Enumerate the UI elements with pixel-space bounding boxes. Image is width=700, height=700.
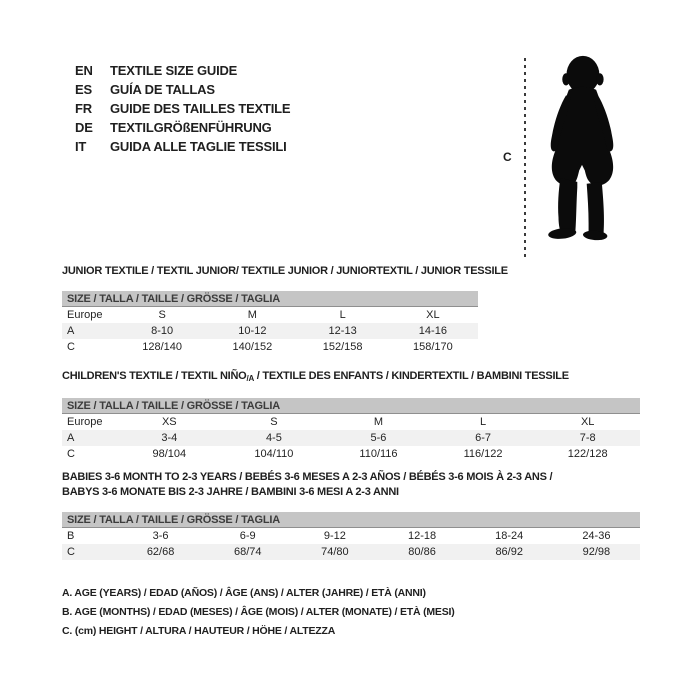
cell: 3-6 [152, 530, 169, 542]
title-subscript: /A [246, 374, 254, 383]
cell: 8-10 [117, 323, 207, 339]
cell: 80/86 [378, 544, 465, 560]
baby-silhouette-icon [535, 52, 629, 259]
row-label: A [62, 430, 117, 446]
babies-table-title-line1: BABIES 3-6 MONTH TO 2-3 YEARS / BEBÉS 3-6 MESES A 2-3 AÑOS / BÉBÉS 3-6 MOIS À 2-3 ANS / [62, 471, 553, 483]
table-row-europe [62, 307, 478, 324]
babies-table-title-line2: BABYS 3-6 MONATE BIS 2-3 JAHRE / BAMBINI 3-6 MESI A 2-3 ANNI [62, 486, 399, 498]
cell: 12-13 [298, 323, 388, 339]
size-header-row [62, 512, 640, 528]
language-code: FR [75, 101, 92, 116]
cell: 110/116 [359, 448, 398, 460]
cell: XL [426, 309, 440, 321]
babies-table-section [62, 470, 640, 560]
legend [62, 584, 455, 641]
height-figure [500, 50, 665, 270]
cell: 158/170 [412, 341, 453, 353]
cell: 14-16 [388, 323, 478, 339]
language-code: ES [75, 82, 92, 97]
cell: 116/122 [463, 448, 503, 460]
language-row-it [75, 137, 290, 156]
language-label: GUIDA ALLE TAGLIE TESSILI [110, 139, 287, 154]
language-label: TEXTILGRÖßENFÜHRUNG [110, 120, 272, 135]
table-row-height [62, 339, 478, 355]
cell: 24-36 [582, 530, 611, 542]
table-row-europe [62, 414, 640, 431]
cell: 7-8 [535, 430, 640, 446]
cell: 10-12 [207, 323, 297, 339]
row-label: C [67, 448, 75, 460]
legend-line-b: B. AGE (MONTHS) / EDAD (MESES) / ÂGE (MOIS) / ALTER (MONATE) / ETÀ (MESI) [62, 606, 455, 618]
language-label: GUIDE DES TAILLES TEXTILE [110, 101, 291, 116]
size-header-bar: SIZE / TALLA / TAILLE / GRÖSSE / TAGLIA [62, 291, 478, 307]
table-row-age [62, 323, 478, 339]
cell: M [373, 416, 384, 428]
title-text: CHILDREN'S TEXTILE / TEXTIL NIÑO [62, 370, 247, 382]
size-header-row [62, 398, 640, 414]
row-label: B [67, 530, 75, 542]
row-label: C [62, 544, 117, 560]
language-list [75, 61, 290, 156]
language-row-de [75, 118, 290, 137]
cell: XS [161, 416, 177, 428]
cell: M [247, 309, 257, 321]
row-label: Europe [67, 309, 103, 321]
legend-line-c: C. (cm) HEIGHT / ALTURA / HAUTEUR / HÖHE / ALTEZZA [62, 625, 336, 637]
height-measure-label: C [503, 150, 512, 164]
junior-size-table [62, 291, 478, 355]
language-label: TEXTILE SIZE GUIDE [110, 63, 238, 78]
language-code: DE [75, 120, 93, 135]
cell: 12-18 [407, 530, 437, 542]
row-label: C [67, 341, 75, 353]
language-row-en [75, 61, 290, 80]
cell: 152/158 [322, 341, 363, 353]
cell: 62/68 [117, 544, 204, 560]
height-measure-line [524, 58, 526, 260]
children-table-title [62, 369, 640, 386]
size-header-bar: SIZE / TALLA / TAILLE / GRÖSSE / TAGLIA [62, 512, 640, 528]
size-header-row [62, 291, 478, 307]
cell: 92/98 [553, 544, 640, 560]
table-row-age [62, 430, 640, 446]
cell: 68/74 [204, 544, 291, 560]
cell: 9-12 [323, 530, 346, 542]
cell: 140/152 [232, 341, 273, 353]
table-row-age-months [62, 528, 640, 545]
junior-table-section [62, 264, 508, 355]
cell: 86/92 [466, 544, 553, 560]
cell: 74/80 [291, 544, 378, 560]
cell: 5-6 [326, 430, 431, 446]
cell: 6-9 [239, 530, 256, 542]
size-header-bar: SIZE / TALLA / TAILLE / GRÖSSE / TAGLIA [62, 398, 640, 414]
cell: 122/128 [567, 448, 608, 460]
cell: XL [580, 416, 595, 428]
row-label: A [62, 323, 117, 339]
cell: 3-4 [117, 430, 222, 446]
babies-size-table [62, 512, 640, 560]
cell: L [480, 416, 487, 428]
cell: 98/104 [152, 448, 187, 460]
cell: L [339, 309, 346, 321]
legend-line-a: A. AGE (YEARS) / EDAD (AÑOS) / ÂGE (ANS) / ALTER (JAHRE) / ETÀ (ANNI) [62, 587, 426, 599]
cell: S [270, 416, 278, 428]
cell: 4-5 [222, 430, 327, 446]
table-row-height [62, 446, 640, 462]
children-size-table [62, 398, 640, 462]
language-row-fr [75, 99, 290, 118]
children-table-section [62, 369, 640, 462]
row-label: Europe [67, 416, 103, 428]
language-row-es [75, 80, 290, 99]
language-label: GUÍA DE TALLAS [110, 82, 215, 97]
cell: 18-24 [495, 530, 524, 542]
cell: 6-7 [431, 430, 536, 446]
language-code: IT [75, 139, 87, 154]
table-row-height [62, 544, 640, 560]
title-text: / TEXTILE DES ENFANTS / KINDERTEXTIL / BAMBINI TESSILE [253, 370, 569, 382]
cell: 128/140 [142, 341, 182, 353]
junior-table-title: JUNIOR TEXTILE / TEXTIL JUNIOR/ TEXTILE JUNIOR / JUNIORTEXTIL / JUNIOR TESSILE [62, 265, 508, 277]
language-code: EN [75, 63, 93, 78]
cell: 104/110 [254, 448, 294, 460]
cell: S [158, 309, 166, 321]
